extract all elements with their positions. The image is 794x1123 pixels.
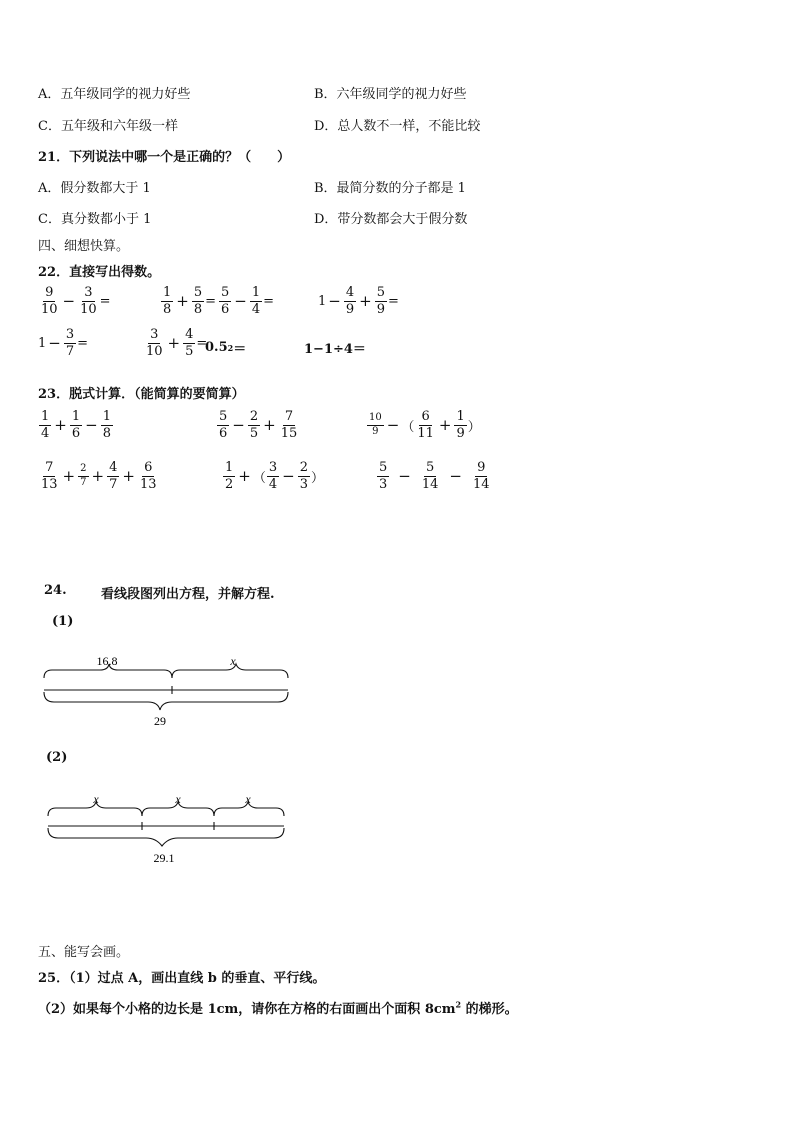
fraction: $\frac{10}{9}$ bbox=[369, 412, 382, 437]
fraction: $\frac{4}{5}$ bbox=[185, 327, 194, 359]
fraction: $\frac{4}{9}$ bbox=[345, 285, 355, 317]
q21-option-d: D．带分数都会大于假分数 bbox=[314, 212, 468, 227]
q23-expr-6: $\frac{5}{3}$ − $\frac{5}{14}$ − $\frac{9}{14}$ bbox=[376, 461, 493, 491]
fraction: $\frac{2}{3}$ bbox=[299, 460, 309, 492]
q22-expr-6: $\frac{3}{10}$ + $\frac{4}{5}$ = bbox=[143, 328, 207, 358]
fraction: $\frac{1}{2}$ bbox=[225, 460, 234, 492]
q23-expr-2: $\frac{5}{6}$ − $\frac{2}{5}$ + $\frac{7}{15}$ bbox=[216, 410, 300, 440]
fraction: $\frac{7}{15}$ bbox=[280, 409, 298, 441]
fraction: $\frac{2}{7}$ bbox=[80, 463, 87, 488]
fraction: $\frac{1}{4}$ bbox=[251, 285, 261, 317]
q23-stem: 23．脱式计算．（能简算的要简算） bbox=[38, 387, 245, 402]
fraction: $\frac{5}{8}$ bbox=[193, 285, 203, 317]
label-x: x bbox=[175, 792, 181, 806]
fraction: $\frac{5}{14}$ bbox=[421, 460, 439, 492]
label-29-1: 29.1 bbox=[153, 851, 175, 865]
fraction: $\frac{1}{6}$ bbox=[71, 409, 81, 441]
q23-expr-1: $\frac{1}{4}$ + $\frac{1}{6}$ − $\frac{1}{8}$ bbox=[38, 410, 114, 440]
q25-part2: （2）如果每个小格的边长是 1cm，请你在方格的右面画出个面积 $8cm^2$ 的梯形。 bbox=[38, 999, 518, 1017]
fraction: $\frac{1}{9}$ bbox=[456, 409, 465, 441]
q22-expr-7: 0.5 2 ＝ bbox=[205, 340, 247, 357]
label-x: x bbox=[230, 654, 236, 668]
brace-bottom bbox=[44, 692, 288, 710]
fraction: $\frac{4}{7}$ bbox=[109, 460, 118, 492]
q22-expr-8: 1−1÷4＝ bbox=[304, 342, 366, 357]
q25-part1: 25．（1）过点 A，画出直线 b 的垂直、平行线。 bbox=[38, 971, 326, 986]
q22-stem: 22．直接写出得数。 bbox=[38, 265, 161, 280]
fraction: $\frac{3}{4}$ bbox=[268, 460, 278, 492]
brace-bottom bbox=[48, 828, 284, 846]
fraction: $\frac{7}{13}$ bbox=[41, 460, 58, 492]
q24-number: 24. bbox=[44, 583, 67, 598]
q23-expr-3: $\frac{10}{9}$ − （ $\frac{6}{11}$ + $\frac{1}{9}$ ） bbox=[366, 410, 481, 440]
section-5-title: 五、能写会画。 bbox=[38, 945, 130, 960]
fraction: $\frac{5}{3}$ bbox=[379, 460, 388, 492]
label-x: x bbox=[93, 792, 99, 806]
q21-stem: 21．下列说法中哪一个是正确的？（ ） bbox=[38, 150, 291, 165]
q20-option-c: C．五年级和六年级一样 bbox=[38, 119, 178, 134]
q23-expr-5: $\frac{1}{2}$ + （ $\frac{3}{4}$ − $\frac{2}{3}$ ） bbox=[222, 461, 324, 491]
fraction: $\frac{3}{10}$ bbox=[80, 285, 97, 317]
section-4-title: 四、细想快算。 bbox=[38, 239, 130, 254]
q24-part2-label: (2) bbox=[46, 750, 68, 765]
fraction: $\frac{6}{11}$ bbox=[417, 409, 434, 441]
q22-expr-2: $\frac{1}{8}$ + $\frac{5}{8}$ = bbox=[160, 286, 216, 316]
fraction: $\frac{5}{9}$ bbox=[376, 285, 385, 317]
label-x: x bbox=[245, 792, 251, 806]
fraction: $\frac{6}{13}$ bbox=[139, 460, 157, 492]
label-16-8: 16.8 bbox=[96, 654, 118, 668]
q24-stem: 看线段图列出方程，并解方程. bbox=[101, 587, 275, 602]
q23-expr-4: $\frac{7}{13}$ + $\frac{2}{7}$ + $\frac{4}{7}$ + $\frac{6}{13}$ bbox=[38, 461, 159, 491]
segment-diagram-1 bbox=[38, 652, 294, 730]
fraction: $\frac{1}{4}$ bbox=[41, 409, 50, 441]
q24-part1-label: (1) bbox=[52, 614, 74, 629]
q21-option-a: A．假分数都大于 1 bbox=[38, 181, 151, 196]
q21-option-c: C．真分数都小于 1 bbox=[38, 212, 152, 227]
fraction: $\frac{9}{10}$ bbox=[41, 285, 58, 317]
fraction: $\frac{3}{10}$ bbox=[146, 327, 163, 359]
q20-option-d: D．总人数不一样，不能比较 bbox=[314, 119, 481, 134]
fraction: $\frac{1}{8}$ bbox=[163, 285, 172, 317]
q22-expr-3: $\frac{5}{6}$ − $\frac{1}{4}$ = bbox=[218, 286, 274, 316]
q22-expr-5: 1 − $\frac{3}{7}$ = bbox=[38, 327, 89, 359]
fraction: $\frac{2}{5}$ bbox=[249, 409, 259, 441]
q22-expr-1: $\frac{9}{10}$ − $\frac{3}{10}$ = bbox=[38, 286, 111, 316]
q20-option-a: A．五年级同学的视力好些 bbox=[38, 87, 191, 102]
fraction: $\frac{3}{7}$ bbox=[65, 327, 75, 359]
fraction: $\frac{5}{6}$ bbox=[221, 285, 230, 317]
q22-expr-4: 1 − $\frac{4}{9}$ + $\frac{5}{9}$ = bbox=[318, 285, 399, 317]
q20-option-b: B．六年级同学的视力好些 bbox=[314, 87, 467, 102]
fraction: $\frac{9}{14}$ bbox=[472, 460, 490, 492]
label-29: 29 bbox=[154, 714, 166, 728]
fraction: $\frac{5}{6}$ bbox=[219, 409, 228, 441]
segment-diagram-2 bbox=[40, 792, 292, 870]
fraction: $\frac{1}{8}$ bbox=[102, 409, 111, 441]
q21-option-b: B．最简分数的分子都是 1 bbox=[314, 181, 466, 196]
